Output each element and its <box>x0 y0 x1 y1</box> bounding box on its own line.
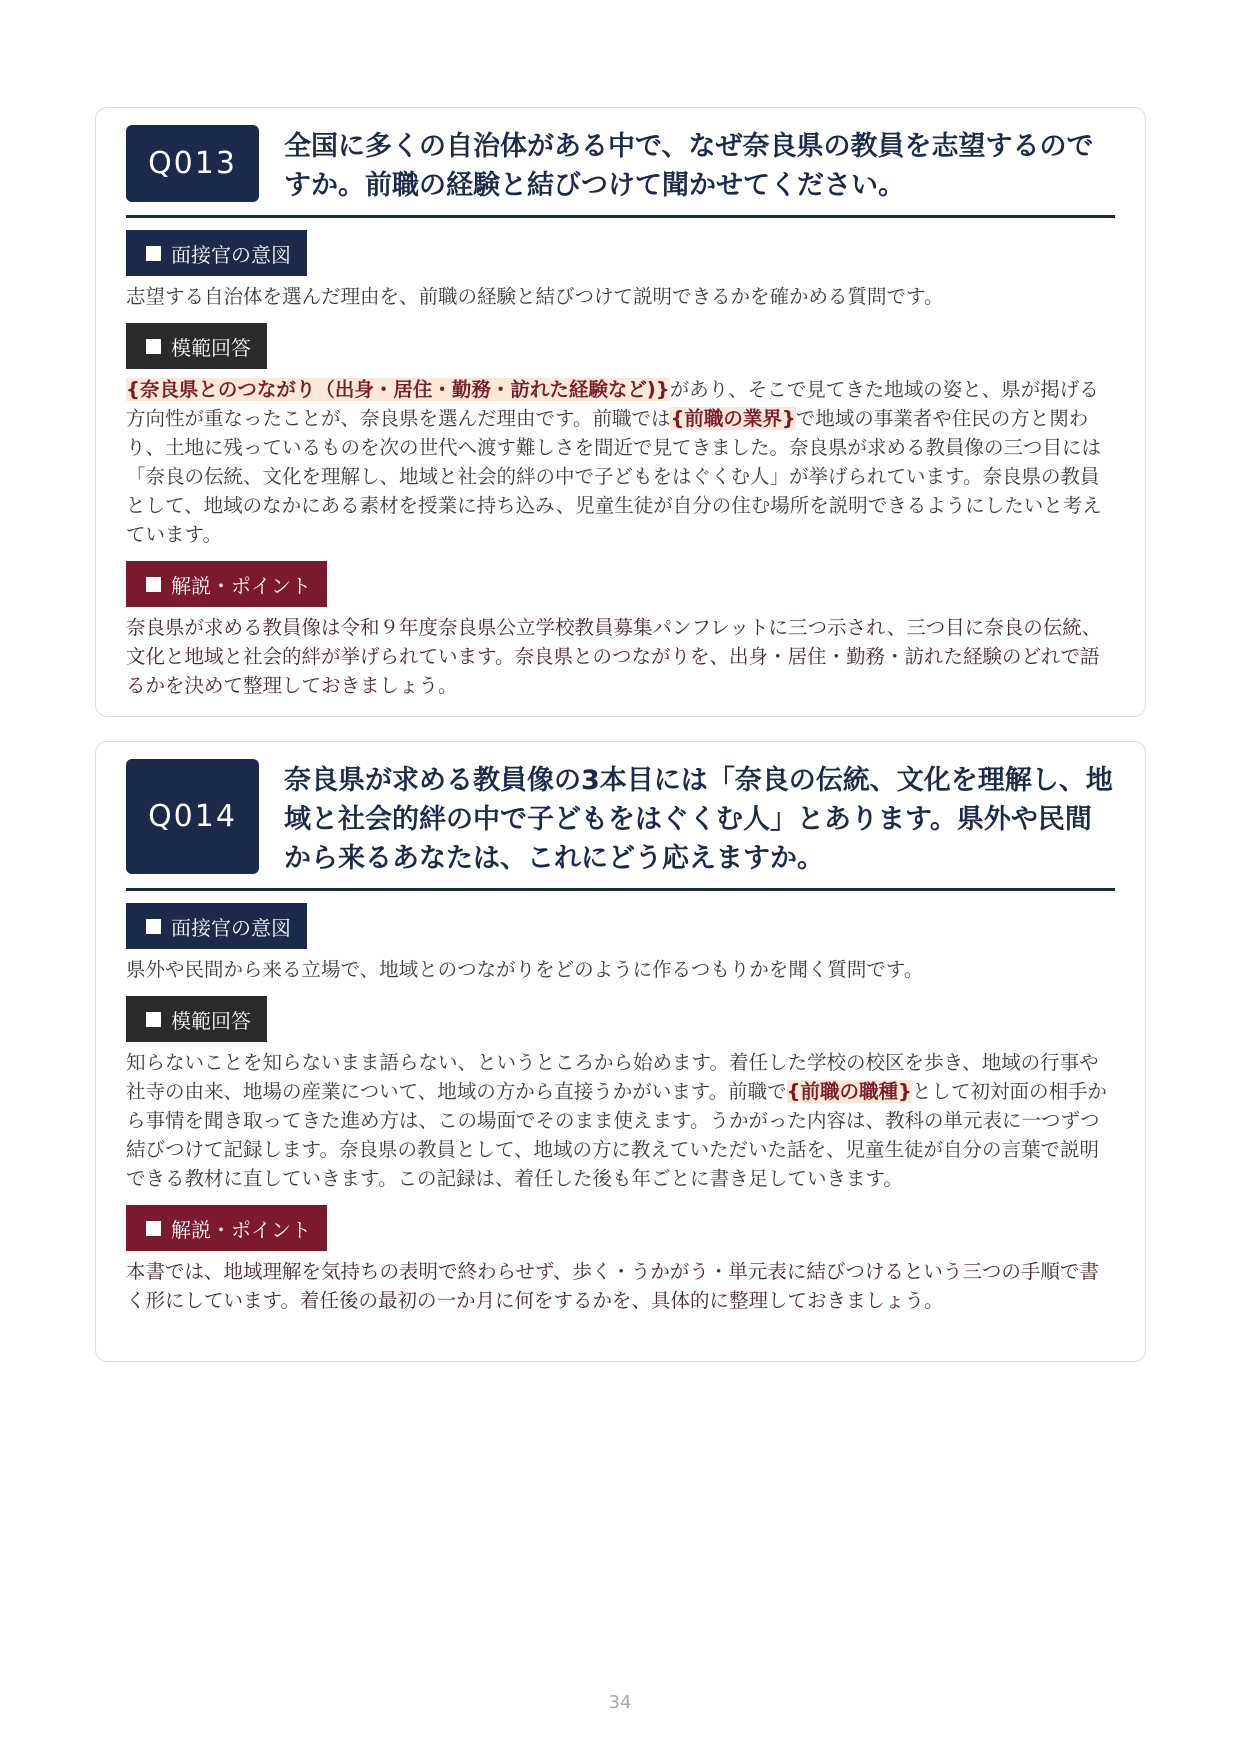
question-card-q013 <box>95 107 1146 717</box>
square-bullet-icon <box>146 919 161 934</box>
question-number-badge: Q014 <box>126 759 259 874</box>
model-answer-segment: として初対面の相手から事情を聞き取ってきた進め方は、この場面でそのまま使えます。うかがった内容は、教科の単元表に一つずつ結びつけて記録します。奈良県の教員として、地域の方に教えていただいた話を、児童生徒が自分の言葉で説明できる教材に直していきます。この記録は、着任した後も年ごとに書き足していきます。 <box>126 1080 1107 1190</box>
page-number: 34 <box>608 1692 632 1713</box>
model-answer-segment: で地域の事業者や住民の方と関わり、土地に残っているものを次の世代へ渡す難しさを間近で見てきました。奈良県が求める教員像の三つ目には「奈良の伝統、文化を理解し、地域と社会的絆の中で子どもをはぐくむ人」が挙げられています。奈良県の教員として、地域のなかにある素材を授業に持ち込み、児童生徒が自分の住む場所を説明できるようにしたいと考えています。 <box>126 407 1102 546</box>
point-label-text: 解説・ポイント <box>171 1217 311 1242</box>
intent-text: 県外や民間から来る立場で、地域とのつながりをどのように作るつもりかを聞く質問です。 <box>126 958 924 981</box>
intent-text: 志望する自治体を選んだ理由を、前職の経験と結びつけて説明できるかを確かめる質問です。 <box>126 285 944 308</box>
question-card-q014 <box>95 741 1146 1362</box>
question-number-badge: Q013 <box>126 125 259 202</box>
model-answer-text <box>126 1048 1115 1193</box>
model-answer-text <box>126 375 1115 549</box>
point-label <box>126 561 327 607</box>
model-answer-label <box>126 996 267 1042</box>
placeholder-highlight: {前職の職種} <box>786 1080 912 1103</box>
question-title: 奈良県が求める教員像の3本目には「奈良の伝統、文化を理解し、地域と社会的絆の中で子どもをはぐくむ人」とあります。県外や民間から来るあなたは、これにどう応えますか。 <box>284 765 1113 874</box>
question-title: 全国に多くの自治体がある中で、なぜ奈良県の教員を志望するのですか。前職の経験と結びつけて聞かせてください。 <box>284 131 1094 201</box>
question-header <box>126 125 1115 218</box>
model-answer-label <box>126 323 267 369</box>
placeholder-highlight: {奈良県とのつながり（出身・居住・勤務・訪れた経験など)} <box>126 378 670 401</box>
square-bullet-icon <box>146 339 161 354</box>
question-header <box>126 759 1115 891</box>
intent-label-text: 面接官の意図 <box>171 915 291 940</box>
intent-label <box>126 230 307 276</box>
model-answer-label-text: 模範回答 <box>171 1008 251 1033</box>
model-answer-segment: 知らないことを知らないまま語らない、というところから始めます。着任した学校の校区を歩き、地域の行事や社寺の由来、地場の産業について、地域の方から直接うかがいます。前職で <box>126 1051 1099 1103</box>
model-answer-label-text: 模範回答 <box>171 335 251 360</box>
point-label <box>126 1205 327 1251</box>
intent-label <box>126 903 307 949</box>
model-answer-segment: があり、そこで見てきた地域の姿と、県が掲げる方向性が重なったことが、奈良県を選んだ理由です。前職では <box>126 378 1099 430</box>
square-bullet-icon <box>146 246 161 261</box>
intent-label-text: 面接官の意図 <box>171 242 291 267</box>
square-bullet-icon <box>146 577 161 592</box>
point-label-text: 解説・ポイント <box>171 573 311 598</box>
square-bullet-icon <box>146 1221 161 1236</box>
point-text: 奈良県が求める教員像は令和９年度奈良県公立学校教員募集パンフレットに三つ示され、三つ目に奈良の伝統、文化と地域と社会的絆が挙げられています。奈良県とのつながりを、出身・居住・勤務・訪れた経験のどれで語るかを決めて整理しておきましょう。 <box>126 616 1102 697</box>
point-text: 本書では、地域理解を気持ちの表明で終わらせず、歩く・うかがう・単元表に結びつけるという三つの手順で書く形にしています。着任後の最初の一か月に何をするかを、具体的に整理しておきましょう。 <box>126 1260 1099 1312</box>
square-bullet-icon <box>146 1012 161 1027</box>
placeholder-highlight: {前職の業界} <box>670 407 796 430</box>
